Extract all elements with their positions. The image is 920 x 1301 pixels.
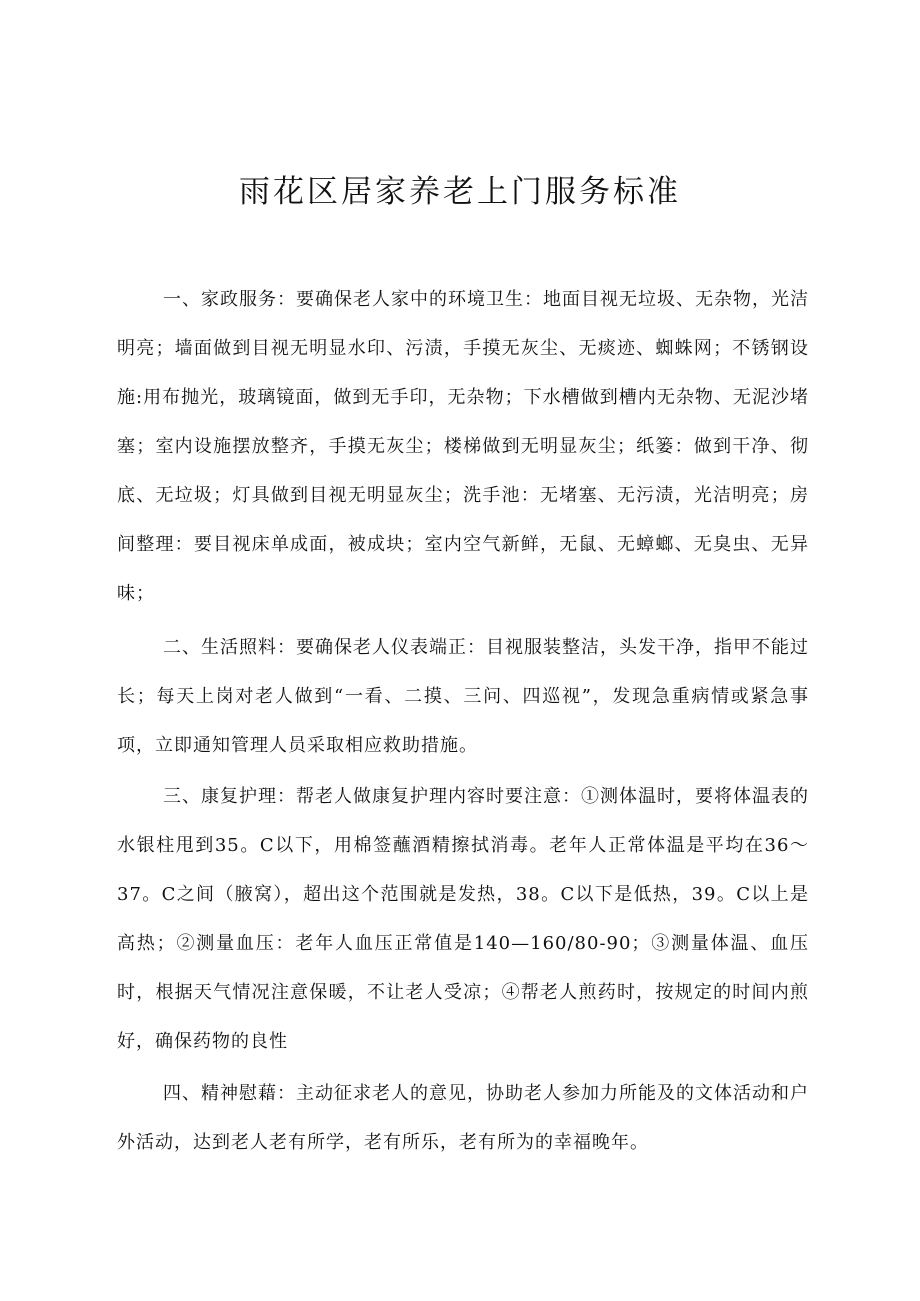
paragraph-spiritual-comfort: 四、精神慰藉：主动征求老人的意见，协助老人参加力所能及的文体活动和户外活动，达到老人老有所学，老有所乐，老有所为的幸福晚年。 bbox=[117, 1083, 809, 1153]
paragraph-housekeeping: 一、家政服务：要确保老人家中的环境卫生：地面目视无垃圾、无杂物，光洁明亮；墙面做到目视无明显水印、污渍，手摸无灰尘、无痰迹、蜘蛛网；不锈钢设施:用布抛光，玻璃镜面，做到无手印，无杂物；下水槽做到槽内无杂物、无泥沙堵塞；室内设施摆放整齐，手摸无灰尘；楼梯做到无明显灰尘；纸篓：做到干净、彻底、无垃圾；灯具做到目视无明显灰尘；洗手池：无堵塞、无污渍，光洁明亮；房间整理：要目视床单成面，被成块；室内空气新鲜，无鼠、无蟑螂、无臭虫、无异味； bbox=[117, 289, 809, 604]
page-title: 雨花区居家养老上门服务标准 bbox=[239, 174, 681, 210]
paragraph-daily-care: 二、生活照料：要确保老人仪表端正：目视服装整洁，头发干净，指甲不能过长；每天上岗对老人做到“一看、二摸、三问、四巡视”，发现急重病情或紧急事项，立即通知管理人员采取相应救助措施。 bbox=[117, 637, 809, 756]
paragraph-rehab-nursing: 三、康复护理：帮老人做康复护理内容时要注意：①测体温时，要将体温表的水银柱甩到35。C以下，用棉签蘸酒精擦拭消毒。老年人正常体温是平均在36～37。C之间（腋窝），超出这个范围就是发热，38。C以下是低热，39。C以上是高热；②测量血压：老年人血压正常值是140—160/80-90；③测量体温、血压时，根据天气情况注意保暖，不让老人受凉；④帮老人煎药时，按规定的时间内煎好，确保药物的良性 bbox=[117, 786, 809, 1052]
